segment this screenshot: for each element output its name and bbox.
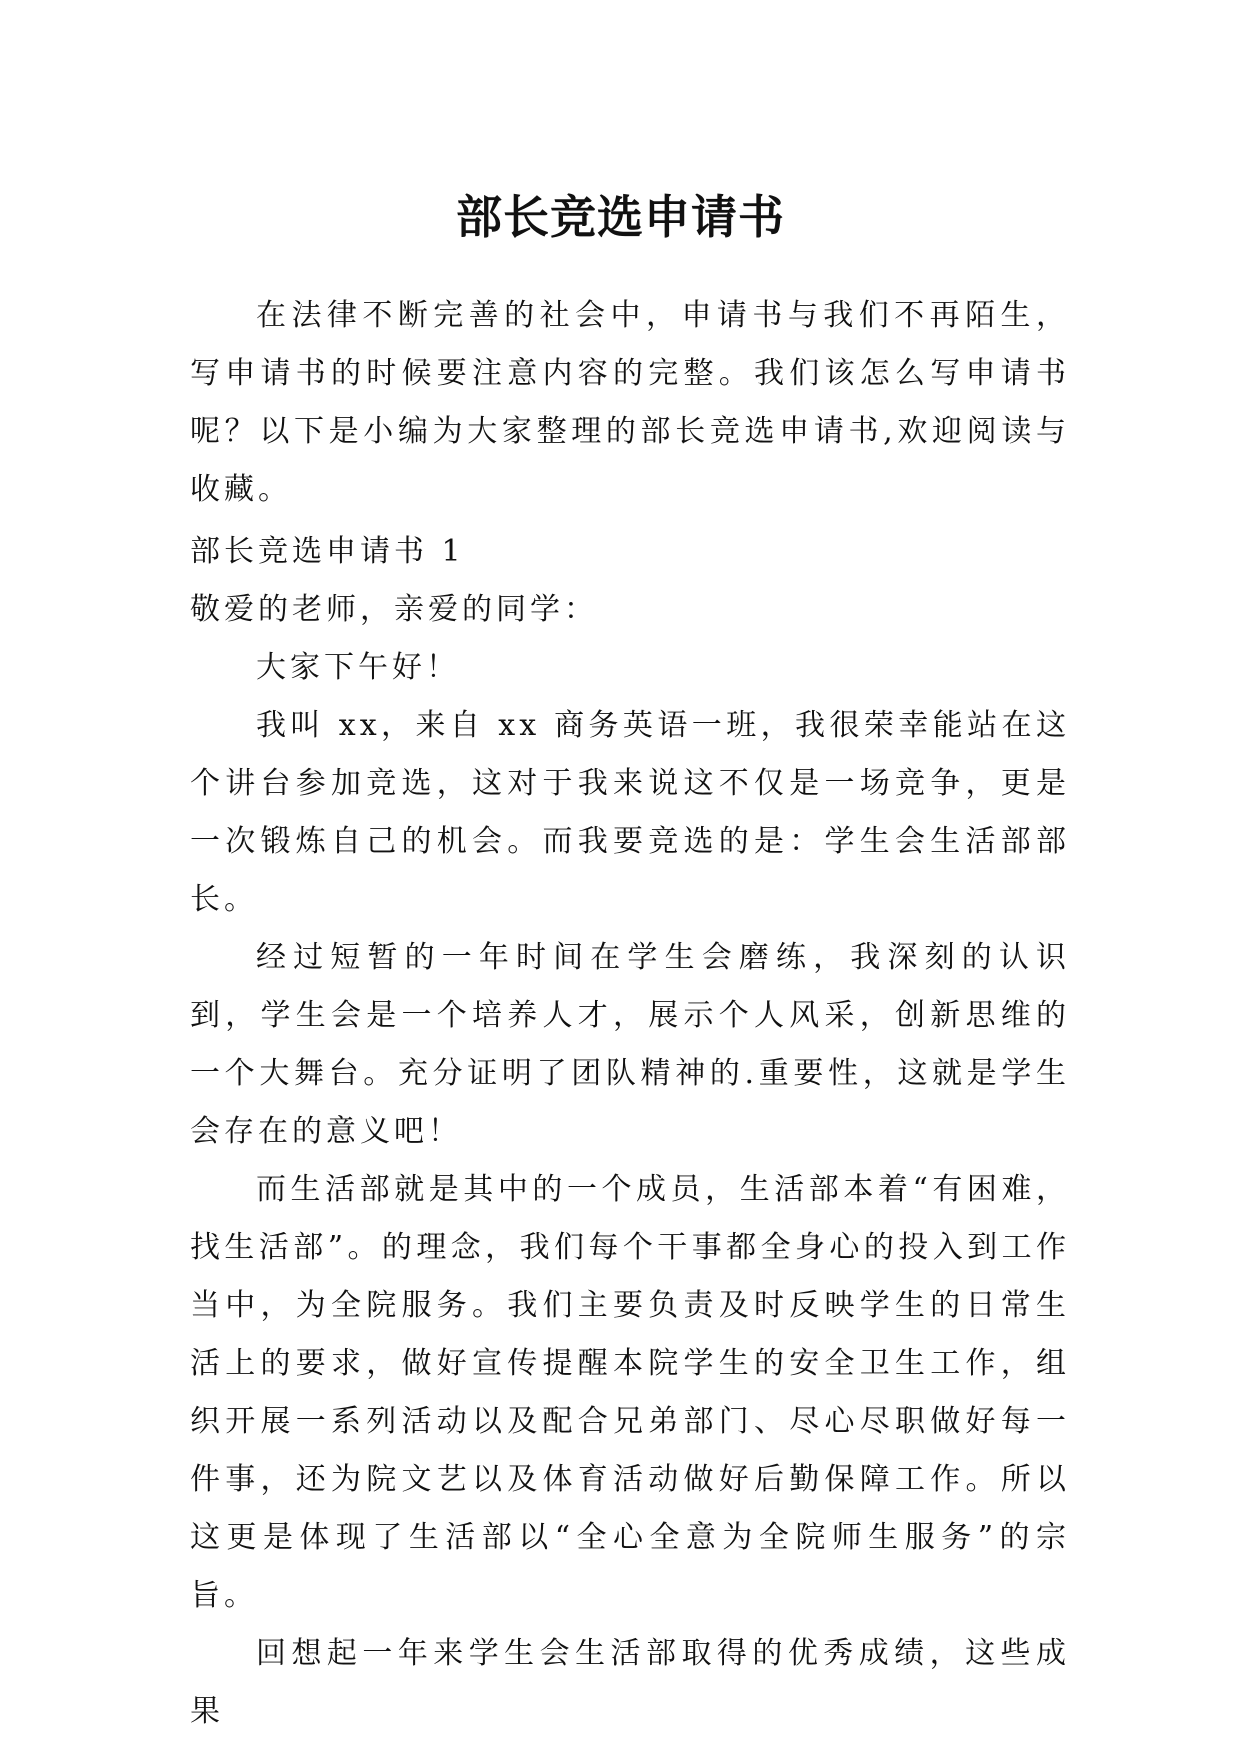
- greeting-paragraph: 大家下午好！: [256, 650, 460, 685]
- experience-paragraph: 经过短暂的一年时间在学生会磨练，我深刻的认识到，学生会是一个培养人才，展示个人风采，创新思维的一个大舞台。充分证明了团队精神的.重要性，这就是学生会存在的意义吧！: [190, 940, 1070, 1149]
- intro-paragraph: 在法律不断完善的社会中，申请书与我们不再陌生，写申请书的时候要注意内容的完整。我们该怎么写申请书呢？以下是小编为大家整理的部长竞选申请书,欢迎阅读与收藏。: [190, 298, 1070, 507]
- salutation: 敬爱的老师，亲爱的同学：: [190, 592, 598, 627]
- department-duties-paragraph: 而生活部就是其中的一个成员，生活部本着“有困难，找生活部”。的理念，我们每个干事都全身心的投入到工作当中，为全院服务。我们主要负责及时反映学生的日常生活上的要求，做好宣传提醒本院学生的安全卫生工作，组织开展一系列活动以及配合兄弟部门、尽心尽职做好每一件事，还为院文艺以及体育活动做好后勤保障工作。所以这更是体现了生活部以“全心全意为全院师生服务”的宗旨。: [190, 1172, 1070, 1613]
- self-introduction-paragraph: 我叫 xx，来自 xx 商务英语一班，我很荣幸能站在这个讲台参加竞选，这对于我来说这不仅是一场竞争，更是一次锻炼自己的机会。而我要竞选的是：学生会生活部部长。: [190, 708, 1070, 917]
- section-heading: 部长竞选申请书 1: [190, 534, 465, 569]
- application-letter-section: [190, 523, 1070, 1741]
- document-title: 部长竞选申请书: [456, 189, 785, 244]
- achievements-paragraph: 回想起一年来学生会生活部取得的优秀成绩，这些成果: [190, 1636, 1070, 1729]
